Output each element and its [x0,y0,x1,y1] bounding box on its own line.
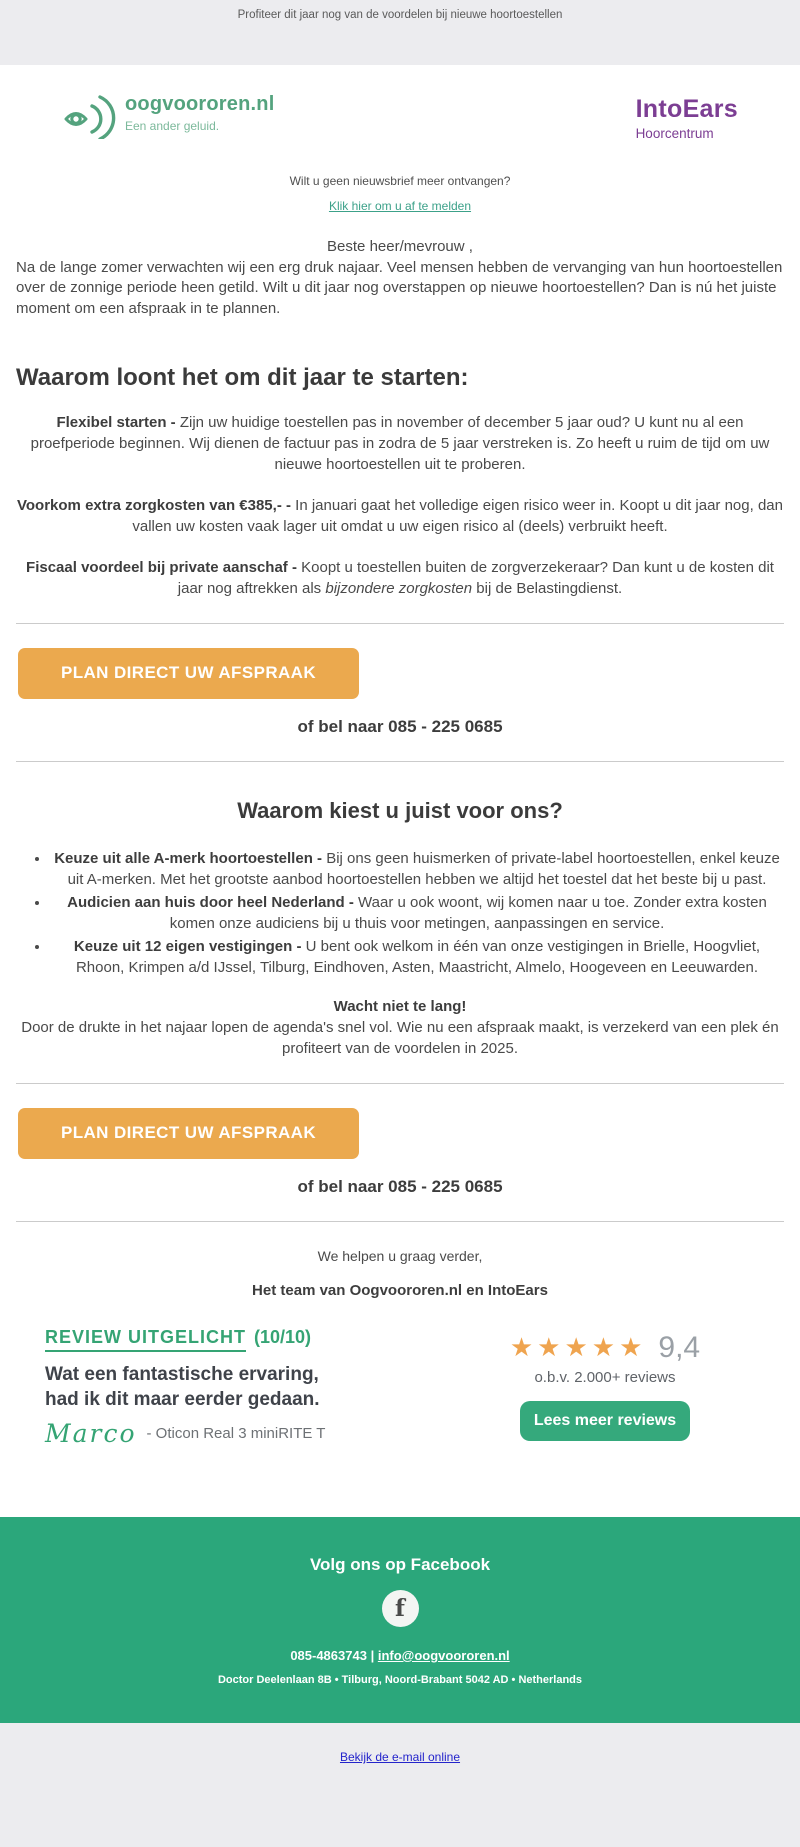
intoears-name: IntoEars [635,95,738,123]
review-score-badge: (10/10) [254,1326,312,1347]
rating-basis: o.b.v. 2.000+ reviews [534,1368,676,1386]
read-reviews-button[interactable]: Lees meer reviews [520,1401,690,1441]
usp-text: Waar u ook woont, wij komen naar u toe. Zonder extra kosten komen onze audiciens bij u thuis voor metingen, aanpassingen en service. [169,893,767,932]
review-highlight-label: REVIEW UITGELICHT [45,1327,246,1352]
unsubscribe-link[interactable]: Klik hier om u af te melden [328,199,472,213]
star-rating-icons: ★★★★★ [509,1332,647,1363]
preheader-text: Profiteer dit jaar nog van de voordelen bij nieuwe hoortoestellen [237,9,563,21]
usp-item-a-merk [50,848,784,890]
benefit-text-italic: bijzondere zorgkosten [325,579,473,597]
intro-block [0,237,800,320]
brand-tagline: Een ander geluid. [125,119,220,133]
why-us-section-title: Waarom kiest u juist voor ons? [237,797,563,823]
plan-appointment-button[interactable]: PLAN DIRECT UW AFSPRAAK [18,1108,359,1159]
usp-item-vestigingen [50,936,784,978]
benefit-lead: Flexibel starten - [56,413,176,431]
closing-line: We helpen u graag verder, [317,1247,483,1264]
greeting-text: Beste heer/mevrouw , [327,238,473,255]
divider [16,623,784,624]
email-content [0,65,800,1517]
footer [0,1517,800,1723]
benefit-lead: Voorkom extra zorgkosten van €385,- - [17,496,291,514]
intro-paragraph: Na de lange zomer verwachten wij een erg druk najaar. Veel mensen hebben de vervanging van hun hoortoestellen over de zonnige periode heen getild. Wilt u dit jaar nog overstappen op nieuwe hoortoestellen? Dan is nú het juiste moment om een afspraak in te plannen. [16,258,783,318]
rating-block [455,1327,755,1448]
facebook-section-title: Volg ons op Facebook [309,1555,491,1574]
bottom-bar [0,1723,800,1847]
intoears-logo[interactable] [636,87,738,141]
divider [16,761,784,762]
usp-text: Bij ons geen huismerken of private-label hoortoestellen, enkel keuze uit A-merken. Met het grootste aanbod hoortoestellen hebben we altijd het toestel dat het beste bij u past. [67,849,780,888]
benefit-item-fiscaal-voordeel [16,557,784,599]
benefit-text: In januari gaat het volledige eigen risico weer in. Koopt u dit jaar nog, dan vallen uw kosten vaak lager uit omdat u uw eigen risico al (deels) verbruikt heeft. [132,496,783,535]
view-online-link[interactable]: Bekijk de e-mail online [339,1750,461,1764]
review-quote: Wat een fantastische ervaring, had ik dit maar eerder gedaan. [45,1363,320,1411]
benefit-lead: Fiscaal voordeel bij private aanschaf - [26,558,297,576]
urgency-title: Wacht niet te lang! [333,997,467,1015]
unsubscribe-question: Wilt u geen nieuwsbrief meer ontvangen? [289,174,511,188]
footer-address: Doctor Deelenlaan 8B • Tilburg, Noord-Brabant 5042 AD • Netherlands [217,1674,583,1686]
oogvoororen-logo[interactable] [64,87,274,144]
usp-lead: Keuze uit alle A-merk hoortoestellen - [54,849,323,867]
usp-lead: Audicien aan huis door heel Nederland - [67,893,354,911]
header [0,65,800,144]
plan-appointment-button[interactable]: PLAN DIRECT UW AFSPRAAK [18,648,359,699]
reviewer-signature: Marco [45,1419,137,1449]
usp-item-aan-huis [50,892,784,934]
eye-sound-waves-icon [64,87,118,144]
urgency-text: Door de drukte in het najaar lopen de agenda's snel vol. Wie nu een afspraak maakt, is verzekerd van een plek én profiteert van de voordelen in 2025. [21,1018,779,1057]
reviewer-device: - Oticon Real 3 miniRITE T [146,1425,326,1443]
footer-contact-line [0,1648,800,1663]
phone-cta-text: of bel naar 085 - 225 0685 [297,1176,503,1196]
contact-separator: | [370,1648,375,1663]
benefit-item-voorkom-zorgkosten [16,495,784,537]
benefits-section-title: Waarom loont het om dit jaar te starten: [16,363,469,391]
review-section [45,1327,755,1448]
facebook-icon[interactable]: f [382,1590,419,1627]
footer-email-link[interactable]: info@oogvoororen.nl [377,1648,510,1663]
unsubscribe-block [0,174,800,213]
intoears-subtitle: Hoorcentrum [635,126,714,141]
team-signature: Het team van Oogvoororen.nl en IntoEars [252,1281,548,1299]
usp-lead: Keuze uit 12 eigen vestigingen - [73,937,302,955]
benefit-text: Koopt u toestellen buiten de zorgverzekeraar? Dan kunt u de kosten dit jaar nog aftrekken als [177,558,774,597]
usp-text: U bent ook welkom in één van onze vestigingen in Brielle, Hoogvliet, Rhoon, Krimpen a/d IJssel, Tilburg, Eindhoven, Asten, Maastricht, Almelo, Hoogeveen en Leeuwarden. [75,937,761,976]
benefit-text: Zijn uw huidige toestellen pas in november of december 5 jaar oud? U kunt nu al een proefperiode beginnen. Wij dienen de factuur pas in zodra de 5 jaar verstreken is. Zo heeft u ruim de tijd om uw nieuwe hoortoestellen uit te proberen. [30,413,770,473]
brand-name: oogvoororen.nl [125,93,275,115]
footer-phone: 085-4863743 [290,1648,367,1663]
benefit-text: bij de Belastingdienst. [476,579,623,597]
rating-value: 9,4 [658,1330,701,1364]
divider [16,1221,784,1222]
benefit-item-flexibel-starten [16,412,784,475]
divider [16,1083,784,1084]
phone-cta-text: of bel naar 085 - 225 0685 [297,716,503,736]
usp-list [16,848,784,978]
review-highlight [45,1327,440,1448]
